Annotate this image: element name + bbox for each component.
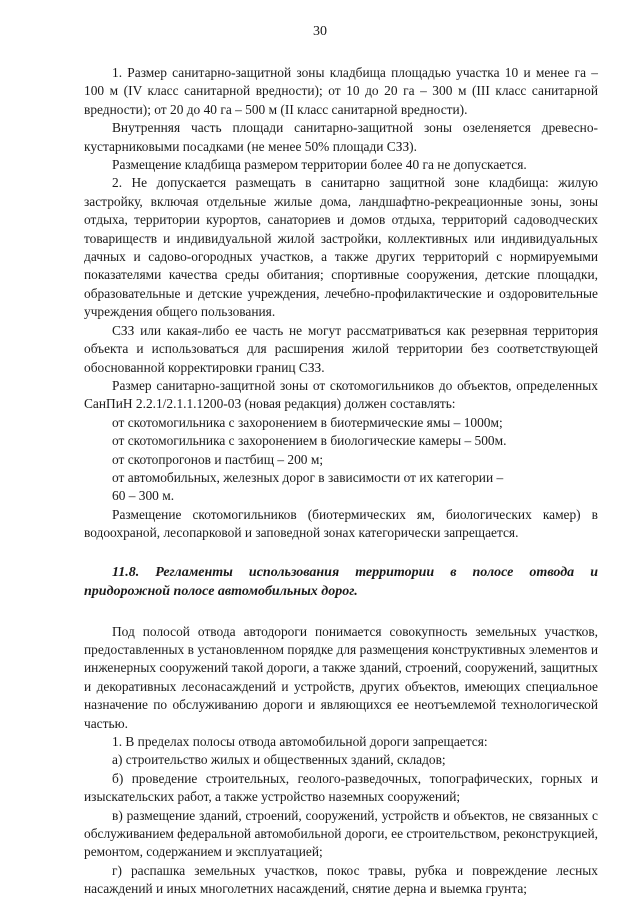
- page-number: 30: [313, 24, 327, 39]
- paragraph: Размещение скотомогильников (биотермических ям, биологических камер) в водоохраной, лесопарковой и заповедной зонах категорически запрещается.: [84, 506, 598, 541]
- list-item: г) распашка земельных участков, покос травы, рубка и повреждение лесных насаждений и иных многолетних насаждений, снятие дерна и выемка грунта;: [84, 862, 598, 897]
- list-item: а) строительство жилых и общественных зданий, складов;: [112, 752, 446, 768]
- paragraph: 1. Размер санитарно-защитной зоны кладбища площадью участка 10 и менее га – 100 м (IV класс санитарной вредности); от 10 до 20 га – 300 м (III класс санитарной вредности); от 20 до 40 га – 500 м (II класс санитарной вредности).: [84, 65, 598, 117]
- list-item: в) размещение зданий, строений, сооружений, устройств и объектов, не связанных с обслуживанием федеральной автомобильной дороги, ее строительством, реконструкцией, ремонтом, содержанием и эксплуатацией;: [84, 807, 598, 860]
- paragraph: Внутренняя часть площади санитарно-защитной зоны озеленяется древесно-кустарниковыми посадками (не менее 50% площади СЗЗ).: [84, 120, 598, 154]
- distance-list: [84, 414, 598, 506]
- paragraph: Под полосой отвода автодороги понимается совокупность земельных участков, предоставленных в установленном порядке для размещения конструктивных элементов и инженерных сооружений такой дороги, а также зданий, строений, сооружений, защитных и декоративных лесонасаждений и устройств, других объектов, имеющих специальное назначение по обслуживанию дороги и являющихся ее неотъемлемой технологической частью.: [84, 623, 598, 731]
- document-body: [84, 64, 598, 899]
- list-item: от скотопрогонов и пастбищ – 200 м;: [112, 451, 324, 467]
- paragraph: Размещение кладбища размером территории более 40 га не допускается.: [112, 157, 527, 173]
- paragraph: 2. Не допускается размещать в санитарно защитной зоне кладбища: жилую застройку, включая отдельные жилые дома, ландшафтно-рекреационные зоны, зоны отдыха, территории курортов, санаториев и домов отдыха, территорий садоводческих товариществ и индивидуальной жилой застройки, коллективных или индивидуальных дачных и садово-огородных участков, а также других территорий с нормируемыми показателями качества среды обитания; спортивные сооружения, детские площадки, образовательные и детские учреждения, лечебно-профилактические и оздоровительные учреждения общего пользования.: [84, 175, 598, 320]
- paragraph: СЗЗ или какая-либо ее часть не могут рассматриваться как резервная территория объекта и использоваться для расширения жилой территории без соответствующей обоснованной корректировки границ СЗЗ.: [84, 322, 598, 375]
- list-item: б) проведение строительных, геолого-разведочных, топографических, горных и изыскательских работ, а также устройство наземных сооружений;: [84, 770, 598, 805]
- section-heading: 11.8. Регламенты использования территории в полосе отвода и придорожной полосе автомобильных дорог.: [84, 564, 598, 599]
- list-item: от скотомогильника с захоронением в биологические камеры – 500м.: [112, 433, 507, 449]
- list-item: 60 – 300 м.: [112, 488, 175, 504]
- list-item: от автомобильных, железных дорог в зависимости от их категории –: [112, 469, 504, 485]
- list-item: от скотомогильника с захоронением в биотермические ямы – 1000м;: [112, 414, 503, 430]
- paragraph: 1. В пределах полосы отвода автомобильной дороги запрещается:: [112, 734, 488, 749]
- paragraph: Размер санитарно-защитной зоны от скотомогильников до объектов, определенных СанПиН 2.2.1/2.1.1.1200-03 (новая редакция) должен составлять:: [84, 377, 598, 412]
